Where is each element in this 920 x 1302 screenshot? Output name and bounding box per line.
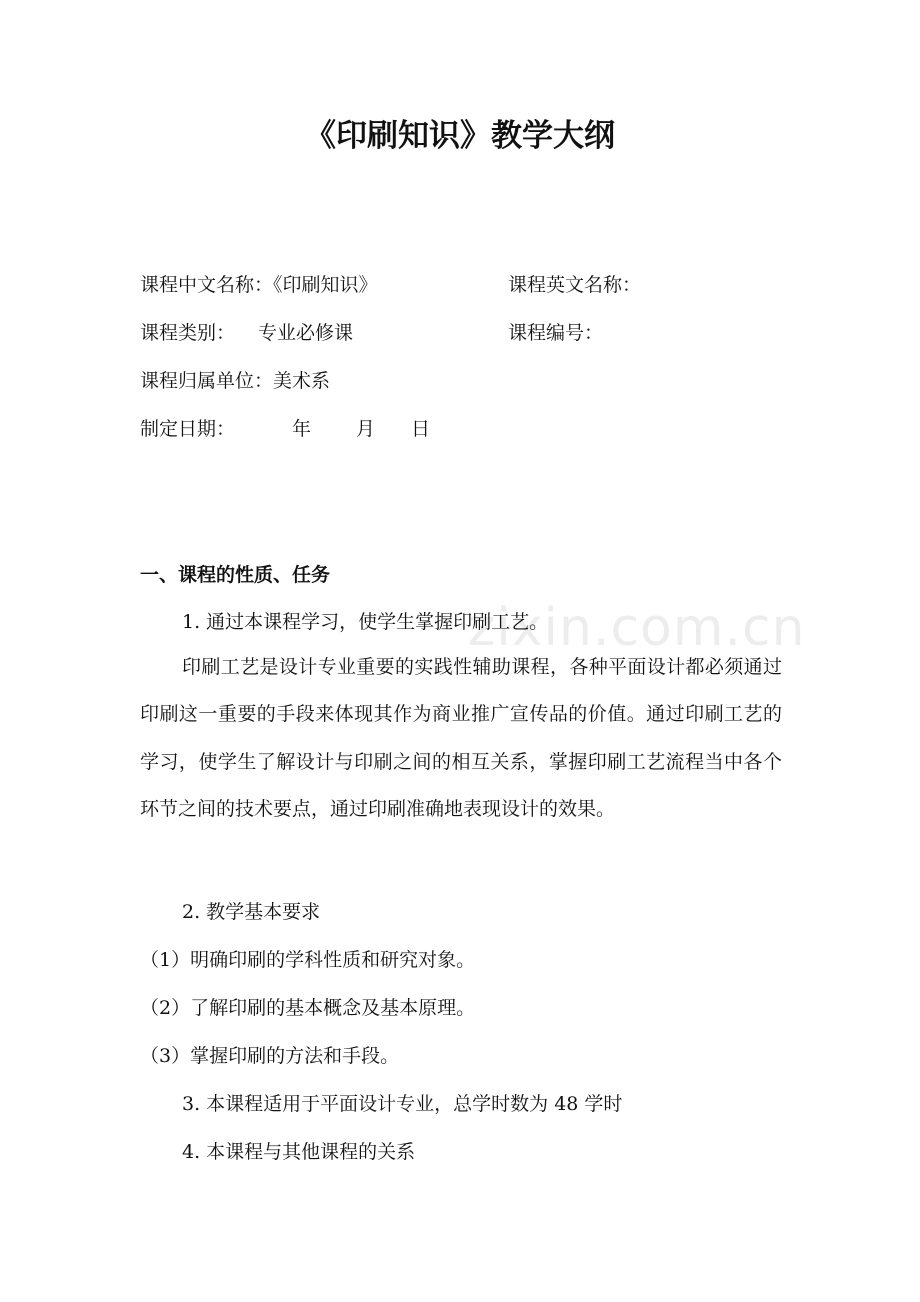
course-cn-name: 课程中文名称：《印刷知识》 [140,274,378,296]
item-1: 1. 通过本课程学习，使学生掌握印刷工艺。 [182,611,549,633]
course-en-name: 课程英文名称： [508,274,642,296]
course-category-label: 课程类别： [140,322,236,344]
document-title: 《印刷知识》教学大纲 [305,118,615,154]
requirement-1: （1）明确印刷的学科性质和研究对象。 [140,949,476,971]
body-paragraph: 印刷工艺是设计专业重要的实践性辅助课程，各种平面设计都必须通过印刷这一重要的手段来体现其作为商业推广宣传品的价值。通过印刷工艺的学习，使学生了解设计与印刷之间的相互关系，掌握印刷工艺流程当中各个环节之间的技术要点，通过印刷准确地表现设计的效果。 [140,656,782,820]
section-heading: 一、课程的性质、任务 [140,564,331,586]
date-month: 月 [356,418,376,440]
date-year: 年 [292,418,312,440]
date-label: 制定日期： [140,418,236,440]
course-code: 课程编号： [508,322,604,344]
item-2: 2. 教学基本要求 [182,901,321,923]
requirement-2: （2）了解印刷的基本概念及基本原理。 [140,997,476,1019]
item-4: 4. 本课程与其他课程的关系 [182,1141,416,1163]
watermark: zixin.com.cn [468,598,806,658]
requirement-3: （3）掌握印刷的方法和手段。 [140,1045,400,1067]
item-3: 3. 本课程适用于平面设计专业，总学时数为 48 学时 [182,1093,623,1115]
course-category-value: 专业必修课 [258,322,354,344]
date-day: 日 [411,418,431,440]
course-department: 课程归属单位：美术系 [140,370,331,392]
